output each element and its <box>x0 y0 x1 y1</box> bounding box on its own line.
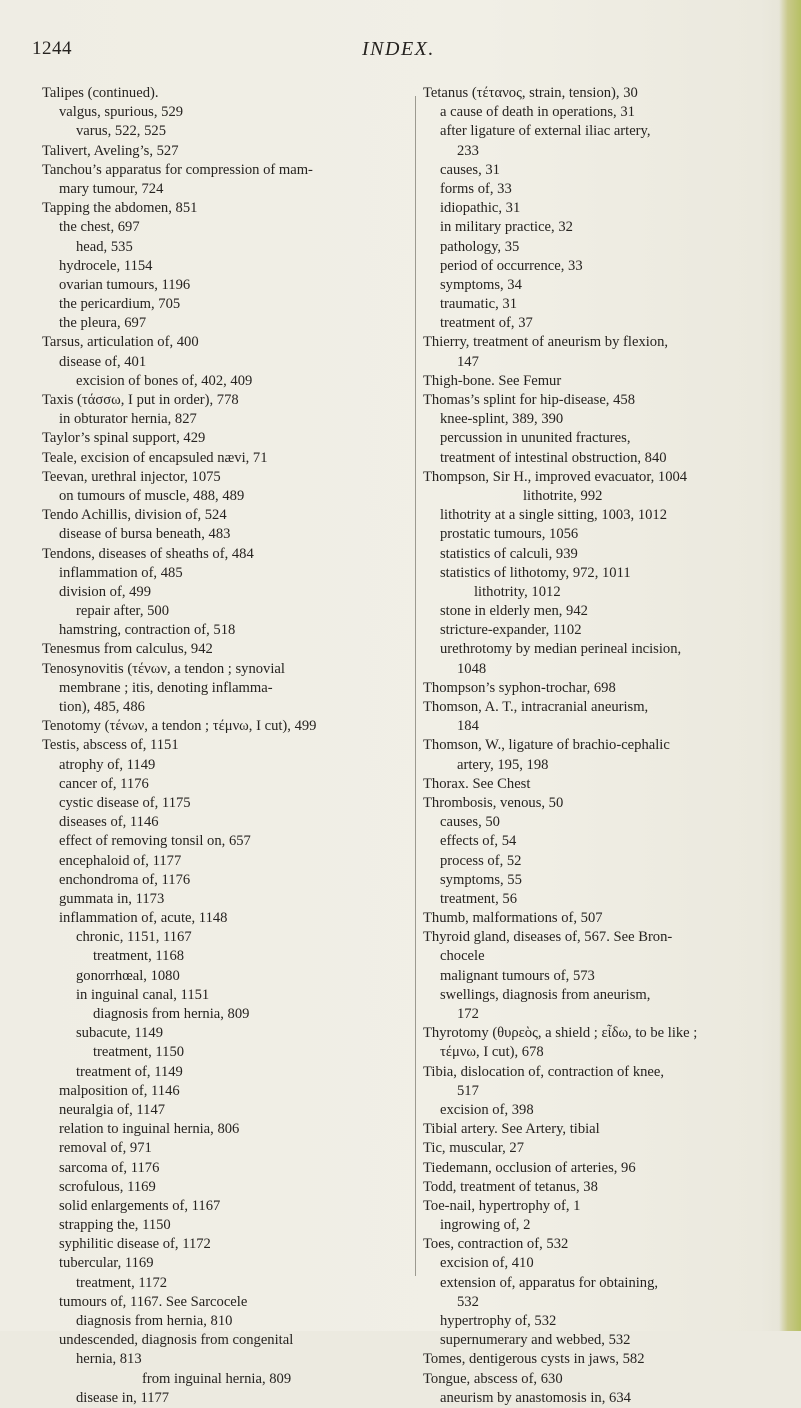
index-entry: aneurism by anastomosis in, 634 <box>440 1389 631 1406</box>
index-entry: Thomas’s splint for hip-disease, 458 <box>423 392 635 408</box>
index-entry: stone in elderly men, 942 <box>440 603 588 620</box>
index-entry: disease of bursa beneath, 483 <box>59 526 231 543</box>
index-entry: Tetanus (τέτανος, strain, tension), 30 <box>423 85 638 101</box>
index-entry: Teevan, urethral injector, 1075 <box>42 468 221 485</box>
index-entry: cancer of, 1176 <box>59 775 149 792</box>
index-entry: effects of, 54 <box>440 833 517 850</box>
index-entry: treatment, 1150 <box>93 1044 185 1061</box>
index-entry: swellings, diagnosis from aneurism, <box>440 986 651 1003</box>
index-entry: in military practice, 32 <box>440 219 573 236</box>
page-edge-binding <box>779 0 801 1331</box>
index-entry: head, 535 <box>76 238 133 255</box>
index-entry: cystic disease of, 1175 <box>59 794 191 811</box>
index-entry: 517 <box>457 1082 479 1099</box>
index-entry: hernia, 813 <box>76 1351 142 1368</box>
index-entry: a cause of death in operations, 31 <box>440 104 635 121</box>
index-entry: lithotrite, 992 <box>523 487 603 504</box>
index-entry: Toes, contraction of, 532 <box>423 1236 569 1253</box>
index-entry: subacute, 1149 <box>76 1025 163 1042</box>
index-column-left <box>42 84 407 1408</box>
index-entry: effect of removing tonsil on, 657 <box>59 833 251 850</box>
index-entry: neuralgia of, 1147 <box>59 1101 166 1118</box>
index-entry: excision of, 398 <box>440 1101 534 1118</box>
index-entry: Tenosynovitis (τένων, a tendon ; synovial <box>42 660 285 677</box>
index-column-right <box>423 84 778 1408</box>
index-entry: forms of, 33 <box>440 180 512 197</box>
index-entry: treatment of intestinal obstruction, 840 <box>440 449 667 466</box>
index-entry: disease in, 1177 <box>76 1389 170 1406</box>
index-entry: Talipes (continued). <box>42 85 159 101</box>
index-entry: division of, 499 <box>59 583 152 600</box>
index-entry: supernumerary and webbed, 532 <box>440 1332 631 1349</box>
index-entry: chronic, 1151, 1167 <box>76 929 192 946</box>
index-entry: atrophy of, 1149 <box>59 756 156 773</box>
index-entry: lithotrity at a single sitting, 1003, 1012 <box>440 507 668 524</box>
index-entry: Tarsus, articulation of, 400 <box>42 334 199 351</box>
index-entry: Thomson, W., ligature of brachio-cephalic <box>423 737 670 754</box>
index-entry: symptoms, 55 <box>440 871 522 888</box>
index-entry: undescended, diagnosis from congenital <box>59 1332 294 1349</box>
index-entry: period of occurrence, 33 <box>440 257 583 274</box>
index-entry: symptoms, 34 <box>440 276 522 293</box>
index-entry: process of, 52 <box>440 852 522 869</box>
index-entry: Thorax. See Chest <box>423 775 531 792</box>
index-entry: Thompson’s syphon-trochar, 698 <box>423 679 616 696</box>
index-entry: traumatic, 31 <box>440 296 517 313</box>
index-entry: ovarian tumours, 1196 <box>59 276 191 293</box>
index-entry: Tiedemann, occlusion of arteries, 96 <box>423 1159 636 1176</box>
index-entry: extension of, apparatus for obtaining, <box>440 1274 659 1291</box>
index-entry: treatment, 1168 <box>93 948 185 965</box>
index-entry: 184 <box>457 718 479 735</box>
index-entry: hypertrophy of, 532 <box>440 1313 557 1329</box>
index-entry: treatment of, 37 <box>440 315 533 332</box>
index-entry: Tendons, diseases of sheaths of, 484 <box>42 545 254 562</box>
running-title: INDEX. <box>362 38 435 60</box>
index-entry: diagnosis from hernia, 809 <box>93 1006 250 1022</box>
index-entry: Taylor’s spinal support, 429 <box>42 430 206 447</box>
index-entry: after ligature of external iliac artery, <box>440 123 651 140</box>
index-entry: relation to inguinal hernia, 806 <box>59 1121 240 1138</box>
index-entry: syphilitic disease of, 1172 <box>59 1236 211 1253</box>
index-entry: stricture-expander, 1102 <box>440 622 582 639</box>
index-entry: gummata in, 1173 <box>59 890 165 907</box>
index-entry: Todd, treatment of tetanus, 38 <box>423 1178 598 1195</box>
index-entry: Testis, abscess of, 1151 <box>42 737 179 754</box>
index-entry: Thompson, Sir H., improved evacuator, 1004 <box>423 468 688 485</box>
index-entry: the pleura, 697 <box>59 315 147 332</box>
index-entry: percussion in ununited fractures, <box>440 430 631 447</box>
index-entry: Tenotomy (τένων, a tendon ; τέμνω, I cut), 499 <box>42 718 317 735</box>
index-entry: τέμνω, I cut), 678 <box>440 1044 544 1061</box>
index-entry: Tibia, dislocation of, contraction of knee, <box>423 1063 665 1080</box>
index-entry: hydrocele, 1154 <box>59 257 153 274</box>
page-header <box>32 38 732 68</box>
index-entry: urethrotomy by median perineal incision, <box>440 641 682 658</box>
index-entry: artery, 195, 198 <box>457 756 549 773</box>
index-entry: the pericardium, 705 <box>59 296 181 313</box>
index-entry: inflammation of, acute, 1148 <box>59 910 228 927</box>
index-entry: diagnosis from hernia, 810 <box>76 1313 233 1329</box>
index-entry: from inguinal hernia, 809 <box>142 1370 292 1387</box>
index-entry: mary tumour, 724 <box>59 180 164 197</box>
index-entry: Tapping the abdomen, 851 <box>42 200 198 217</box>
index-entry: Thrombosis, venous, 50 <box>423 794 564 811</box>
index-entry: pathology, 35 <box>440 238 520 255</box>
index-entry: lithotrity, 1012 <box>474 583 561 600</box>
index-entry: treatment, 56 <box>440 890 517 907</box>
index-entry: Thomson, A. T., intracranial aneurism, <box>423 699 649 715</box>
index-entry: gonorrhœal, 1080 <box>76 967 180 984</box>
index-entry: statistics of lithotomy, 972, 1011 <box>440 564 631 581</box>
index-entry: Thierry, treatment of aneurism by flexion, <box>423 334 669 351</box>
page-number: 1244 <box>32 38 72 59</box>
index-entry: Tanchou’s apparatus for compression of mam- <box>42 161 313 178</box>
index-entry: causes, 50 <box>440 814 500 831</box>
index-entry: encephaloid of, 1177 <box>59 852 182 869</box>
index-entry: 172 <box>457 1006 479 1022</box>
index-entry: varus, 522, 525 <box>76 123 166 140</box>
index-entry: hamstring, contraction of, 518 <box>59 622 236 639</box>
index-entry: solid enlargements of, 1167 <box>59 1197 221 1214</box>
index-entry: valgus, spurious, 529 <box>59 104 184 121</box>
index-entry: Tic, muscular, 27 <box>423 1140 525 1157</box>
index-entry: Tendo Achillis, division of, 524 <box>42 507 227 524</box>
index-entry: enchondroma of, 1176 <box>59 871 191 888</box>
index-entry: causes, 31 <box>440 161 500 178</box>
index-entry: Tenesmus from calculus, 942 <box>42 641 213 658</box>
index-entry: knee-splint, 389, 390 <box>440 411 564 428</box>
index-entry: treatment of, 1149 <box>76 1063 183 1080</box>
index-entry: statistics of calculi, 939 <box>440 545 578 562</box>
index-entry: membrane ; itis, denoting inflamma- <box>59 679 273 696</box>
index-entry: treatment, 1172 <box>76 1274 168 1291</box>
index-entry: Teale, excision of encapsuled nævi, 71 <box>42 449 268 466</box>
index-entry: prostatic tumours, 1056 <box>440 526 579 543</box>
index-entry: malposition of, 1146 <box>59 1082 180 1099</box>
index-entry: tubercular, 1169 <box>59 1255 154 1272</box>
index-entry: idiopathic, 31 <box>440 200 521 217</box>
index-entry: Thyrotomy (θυρεὸς, a shield ; εἶδω, to be like ; <box>423 1025 698 1042</box>
index-entry: excision of, 410 <box>440 1255 534 1272</box>
index-entry: 233 <box>457 142 479 159</box>
index-entry: removal of, 971 <box>59 1140 152 1157</box>
index-entry: diseases of, 1146 <box>59 814 159 831</box>
index-entry: Toe-nail, hypertrophy of, 1 <box>423 1197 581 1214</box>
index-entry: Thigh-bone. See Femur <box>423 372 562 389</box>
index-entry: chocele <box>440 948 485 965</box>
index-entry: in inguinal canal, 1151 <box>76 986 210 1003</box>
index-entry: excision of bones of, 402, 409 <box>76 372 253 389</box>
index-entry: tumours of, 1167. See Sarcocele <box>59 1293 248 1310</box>
index-entry: Tomes, dentigerous cysts in jaws, 582 <box>423 1351 645 1368</box>
index-entry: Thyroid gland, diseases of, 567. See Bron- <box>423 929 673 946</box>
index-entry: disease of, 401 <box>59 353 147 370</box>
index-entry: 532 <box>457 1293 479 1310</box>
index-entry: 147 <box>457 353 479 370</box>
index-entry: Taxis (τάσσω, I put in order), 778 <box>42 392 239 408</box>
index-entry: Tongue, abscess of, 630 <box>423 1370 563 1387</box>
index-entry: Tibial artery. See Artery, tibial <box>423 1121 600 1138</box>
column-divider <box>415 96 416 1276</box>
index-entry: sarcoma of, 1176 <box>59 1159 160 1176</box>
index-entry: scrofulous, 1169 <box>59 1178 156 1195</box>
index-entry: strapping the, 1150 <box>59 1217 171 1234</box>
index-entry: repair after, 500 <box>76 603 170 620</box>
index-entry: inflammation of, 485 <box>59 564 183 581</box>
index-entry: the chest, 697 <box>59 219 140 236</box>
index-entry: Talivert, Aveling’s, 527 <box>42 142 179 159</box>
index-entry: 1048 <box>457 660 487 677</box>
index-entry: tion), 485, 486 <box>59 699 145 715</box>
index-entry: on tumours of muscle, 488, 489 <box>59 487 245 504</box>
index-entry: Thumb, malformations of, 507 <box>423 910 603 927</box>
index-entry: ingrowing of, 2 <box>440 1217 531 1234</box>
index-entry: malignant tumours of, 573 <box>440 967 595 984</box>
index-entry: in obturator hernia, 827 <box>59 411 197 428</box>
